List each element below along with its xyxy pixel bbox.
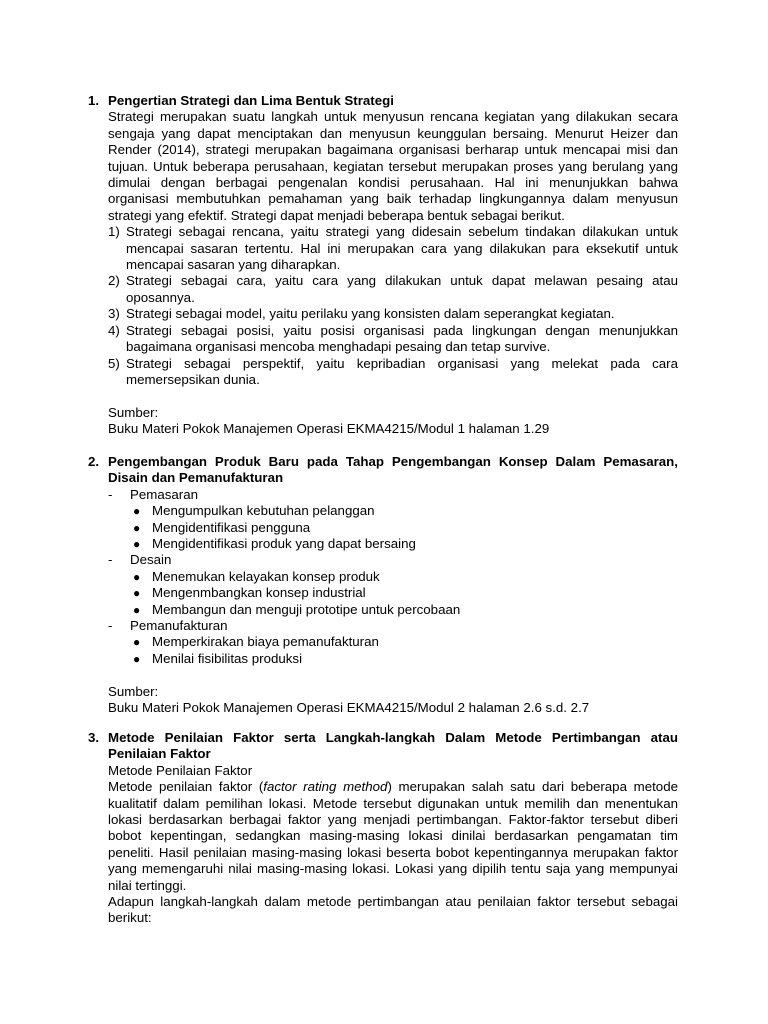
list-item-text: Menemukan kelayakan konsep produk [152, 568, 380, 584]
list-item-number: 1) [108, 224, 120, 240]
list-item-text: Strategi sebagai perspektif, yaitu kepribadian organisasi yang melekat pada cara memersepsikan dunia. [126, 355, 678, 387]
bullet-icon: ● [133, 537, 141, 552]
list-item-number: 4) [108, 322, 120, 338]
list-item [108, 224, 678, 273]
section-3-title: Metode Penilaian Faktor serta Langkah-langkah Dalam Metode Pertimbangan atau Penilaian Faktor [108, 730, 678, 762]
list-item-text: Mengenmbangkan konsep industrial [152, 585, 366, 601]
section-1-title: Pengertian Strategi dan Lima Bentuk Strategi [108, 93, 394, 108]
paragraph-text: Metode penilaian faktor ( [108, 779, 264, 795]
bullet-icon: ● [133, 520, 141, 535]
stage-group [108, 552, 678, 618]
dash-marker: - [108, 552, 113, 568]
italic-term: factor rating method [263, 779, 388, 795]
dash-marker: - [108, 486, 113, 502]
list-item [108, 306, 678, 322]
list-item-text: Strategi sebagai posisi, yaitu posisi organisasi pada lingkungan dengan menunjukkan bagaimana organisasi mencoba menghadapi pesaing dan tetap survive. [126, 322, 678, 355]
bullet-icon: ● [133, 635, 141, 650]
section-3 [88, 730, 678, 927]
section-3-number: 3. [88, 730, 100, 745]
section-3-subtitle: Metode Penilaian Faktor [108, 762, 253, 778]
bullet-icon: ● [133, 651, 141, 666]
stage-label: Pemasaran [130, 486, 198, 502]
list-item-number: 5) [108, 355, 120, 371]
section-1-paragraph: Strategi merupakan suatu langkah untuk menyusun rencana kegiatan yang dilakukan secara sengaja yang dapat menciptakan dan menyusun keunggulan bersaing. Menurut Heizer dan Render (2014), strategi merupakan bagaimana organisasi berharap untuk mencapai misi dan tujuan. Untuk beberapa perusahaan, kegiatan tersebut merupakan proses yang berulang yang dimulai dengan berbagai pengenalan kondisi perusahaan. Hal ini menunjukkan bahwa organisasi membutuhkan pemahaman yang baik terhadap lingkungannya dalam menyusun strategi yang efektif. Strategi dapat menjadi beberapa bentuk sebagai berikut. [108, 109, 678, 223]
list-item [130, 520, 678, 536]
section-2-title: Pengembangan Produk Baru pada Tahap Pengembangan Konsep Dalam Pemasaran, Disain dan Pemanufakturan [108, 454, 678, 486]
list-item-text: Memperkirakan biaya pemanufakturan [152, 634, 379, 650]
bullet-icon: ● [133, 569, 141, 584]
paragraph-text: ) merupakan salah satu dari beberapa metode kualitatif dalam pemilihan lokasi. Metode tersebut digunakan untuk memilih dan menentukan lokasi berdasarkan berbagai faktor yang menjadi pertimbangan. Faktor-faktor tersebut diberi bobot kepentingan, sedangkan masing-masing lokasi dinilai berdasarkan pengamatan tim peneliti. Hasil penilaian masing-masing lokasi beserta bobot kepentingannya merupakan faktor yang memengaruhi nilai masing-masing lokasi. Lokasi yang dipilih tentu saja yang mempunyai nilai tertinggi. [108, 779, 678, 893]
list-item-text: Mengidentifikasi produk yang dapat bersaing [152, 536, 416, 552]
section-3-paragraph-2: Adapun langkah-langkah dalam metode pertimbangan atau penilaian faktor tersebut sebagai berikut: [108, 894, 678, 926]
list-item-text: Membangun dan menguji prototipe untuk percobaan [152, 601, 461, 617]
section-2-source: Buku Materi Pokok Manajemen Operasi EKMA4215/Modul 2 halaman 2.6 s.d. 2.7 [108, 700, 590, 716]
bullet-icon: ● [133, 504, 141, 519]
stage-label: Desain [130, 552, 172, 568]
dash-marker: - [108, 618, 113, 634]
list-item [108, 356, 678, 389]
list-item-number: 2) [108, 273, 120, 289]
stage-label: Pemanufakturan [130, 618, 228, 634]
list-item-text: Strategi sebagai cara, yaitu cara yang dilakukan untuk dapat melawan pesaing atau oposannya. [126, 273, 678, 305]
list-item-number: 3) [108, 306, 120, 322]
list-item [130, 585, 678, 601]
list-item [130, 503, 678, 519]
list-item-text: Menilai fisibilitas produksi [152, 650, 303, 666]
section-2-number: 2. [88, 454, 100, 469]
development-stages-list [108, 487, 678, 667]
list-item [130, 651, 678, 667]
section-1-source: Buku Materi Pokok Manajemen Operasi EKMA4215/Modul 1 halaman 1.29 [108, 421, 550, 437]
list-item-text: Strategi sebagai rencana, yaitu strategi yang didesain sebelum tindakan dilakukan untuk mencapai sasaran tertentu. Hal ini merupakan cara yang dilakukan para eksekutif untuk mencapai sasaran yang diharapkan. [126, 224, 678, 273]
list-item-text: Mengumpulkan kebutuhan pelanggan [152, 503, 375, 519]
list-item [108, 323, 678, 356]
bullet-icon: ● [133, 602, 141, 617]
bullet-icon: ● [133, 586, 141, 601]
section-2-source-label: Sumber: [108, 683, 159, 699]
list-item-text: Strategi sebagai model, yaitu perilaku yang konsisten dalam seperangkat kegiatan. [126, 306, 615, 322]
section-1-number: 1. [88, 93, 100, 108]
list-item [130, 602, 678, 618]
section-2 [88, 454, 678, 716]
list-item-text: Mengidentifikasi pengguna [152, 519, 311, 535]
list-item [108, 273, 678, 306]
stage-group [108, 618, 678, 667]
section-1 [88, 93, 678, 438]
section-3-paragraph [108, 779, 678, 894]
strategy-forms-list [108, 224, 678, 388]
list-item [130, 569, 678, 585]
list-item [130, 634, 678, 650]
section-1-source-label: Sumber: [108, 404, 159, 420]
stage-group [108, 487, 678, 553]
list-item [130, 536, 678, 552]
